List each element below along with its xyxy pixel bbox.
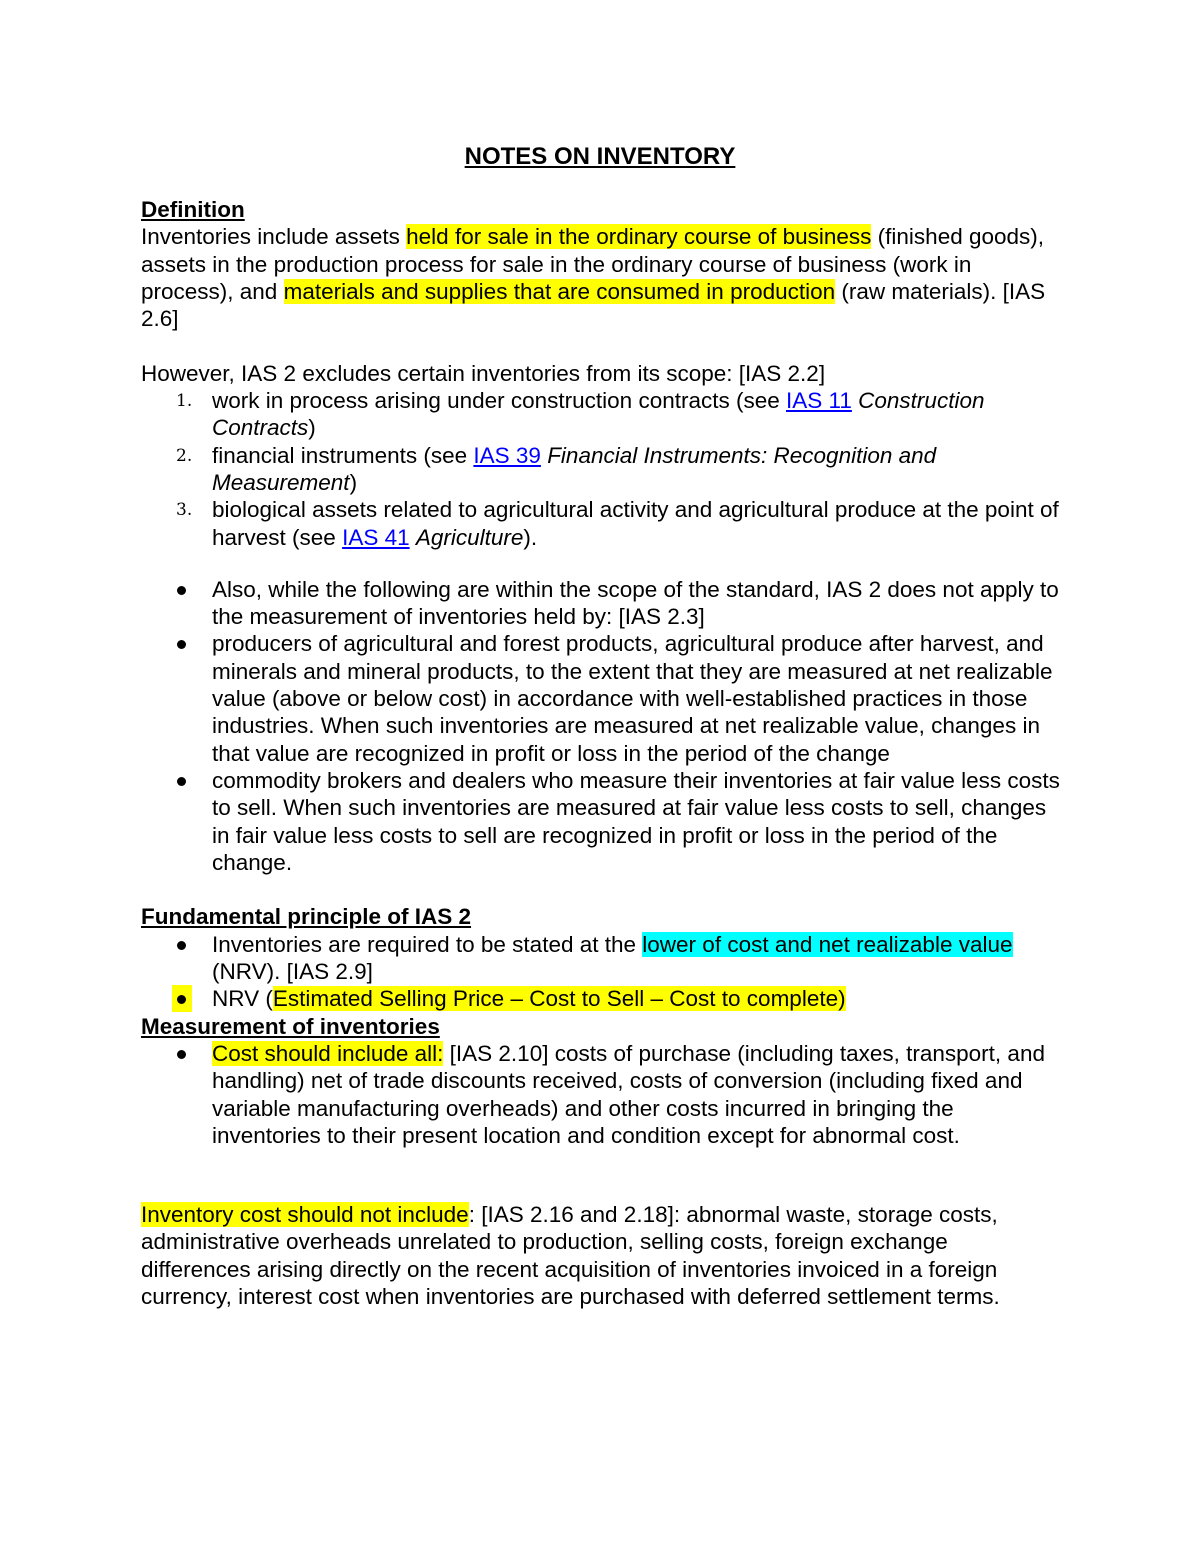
principle-list xyxy=(141,931,1060,1013)
list-item xyxy=(141,496,1060,551)
definition-text: (raw materials). [IAS 2.6] xyxy=(141,278,1046,332)
list-text: ) xyxy=(308,415,316,441)
bullet-icon xyxy=(177,777,186,786)
scope-exclusions-list xyxy=(141,387,1060,551)
list-text: NRV ( xyxy=(212,986,273,1012)
definition-text: (finished goods), assets in the production process for sale in the ordinary course of business (work in process), and xyxy=(141,224,1045,304)
exclusions-text: : [IAS 2.16 and 2.18]: abnormal waste, storage costs, administrative overheads unrelated to production, selling costs, foreign exchange differences arising directly on the recent acquisition of inventories invoiced in a foreign currency, interest cost when inventories are purchased with deferred settlement terms. xyxy=(141,1202,1000,1309)
list-text: ). xyxy=(523,524,538,550)
highlight-held-for-sale: held for sale in the ordinary course of business xyxy=(406,224,872,250)
list-text: Also, while the following are within the scope of the standard, IAS 2 does not apply to the measurement of inventories held by: [IAS 2.3] xyxy=(212,576,1059,630)
list-item xyxy=(141,630,1060,766)
definition-text: Inventories include assets xyxy=(141,224,407,250)
principle-heading: Fundamental principle of IAS 2 xyxy=(141,904,472,930)
list-item xyxy=(141,387,1060,442)
highlight-lower-of-cost: lower of cost and net realizable value xyxy=(642,931,1013,957)
list-number: 2. xyxy=(176,445,193,466)
list-number: 1. xyxy=(176,391,193,412)
bullet-icon xyxy=(177,941,186,950)
bullet-icon xyxy=(177,586,186,595)
standard-title: Agriculture xyxy=(415,524,524,550)
list-item xyxy=(141,985,1060,1012)
list-text: financial instruments (see xyxy=(212,442,474,468)
list-text: work in process arising under construction contracts (see xyxy=(212,388,787,414)
definition-paragraph xyxy=(141,223,1060,332)
list-item xyxy=(141,931,1060,986)
standard-title: Construction Contracts xyxy=(212,388,985,441)
list-item xyxy=(141,576,1060,631)
measurement-list xyxy=(141,1040,1060,1149)
ias-11-link[interactable]: IAS 11 xyxy=(786,388,852,414)
measurement-scope-list xyxy=(141,576,1060,876)
scope-intro: However, IAS 2 excludes certain inventories from its scope: [IAS 2.2] xyxy=(141,360,826,386)
exclusions-paragraph xyxy=(141,1201,1060,1310)
measurement-heading: Measurement of inventories xyxy=(141,1013,440,1039)
bullet-icon xyxy=(177,1050,186,1059)
highlight-not-include: Inventory cost should not include xyxy=(141,1202,469,1228)
list-item xyxy=(141,1040,1060,1149)
list-text: commodity brokers and dealers who measure their inventories at fair value less costs to sell. When such inventories are measured at fair value less costs to sell, changes in fair value less costs to sell are recognized in profit or loss in the period of the change. xyxy=(212,767,1060,875)
list-text: ) xyxy=(349,469,358,495)
list-text: producers of agricultural and forest products, agricultural produce after harvest, and minerals and mineral products, to the extent that they are measured at net realizable value (above or below cost) in accordance with well-established practices in those industries. When such inventories are measured at net realizable value, changes in that value are recognized in profit or loss in the period of the change xyxy=(212,631,1053,766)
list-text: [IAS 2.10] costs of purchase (including taxes, transport, and handling) net of trade discounts received, costs of conversion (including fixed and variable manufacturing overheads) and other costs incurred in bringing the inventories to their present location and condition except for abnormal cost. xyxy=(212,1040,1045,1148)
definition-heading: Definition xyxy=(141,197,245,222)
standard-title: Financial Instruments: Recognition and Measurement xyxy=(212,442,937,495)
list-number: 3. xyxy=(176,500,193,521)
bullet-icon xyxy=(177,640,186,649)
highlight-nrv-formula: Estimated Selling Price – Cost to Sell – Cost to complete) xyxy=(272,986,846,1012)
ias-41-link[interactable]: IAS 41 xyxy=(342,524,410,550)
highlight-cost-include: Cost should include all: xyxy=(212,1040,444,1066)
list-text: (NRV). [IAS 2.9] xyxy=(212,959,373,985)
list-text: Inventories are required to be stated at the xyxy=(212,931,643,957)
list-item xyxy=(141,442,1060,497)
ias-39-link[interactable]: IAS 39 xyxy=(473,442,541,468)
list-item xyxy=(141,767,1060,876)
page-title: NOTES ON INVENTORY xyxy=(464,143,736,170)
list-text: biological assets related to agricultural activity and agricultural produce at the point of harvest (see xyxy=(212,497,1059,550)
highlight-materials-supplies: materials and supplies that are consumed in production xyxy=(283,278,836,304)
